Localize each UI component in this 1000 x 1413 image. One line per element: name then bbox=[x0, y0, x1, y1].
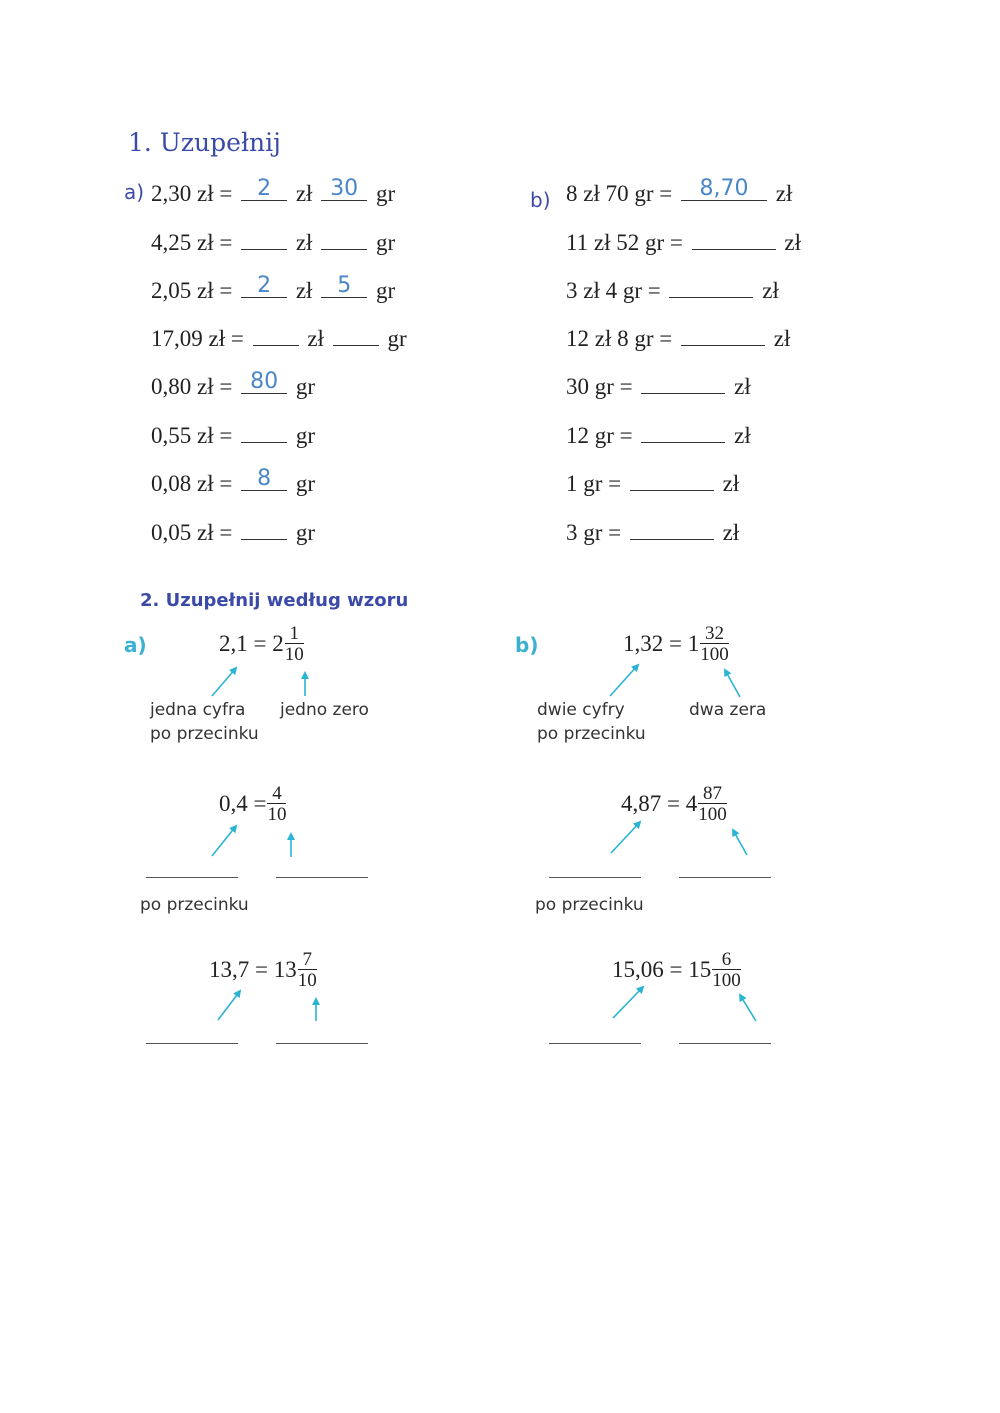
equation-lhs: 13,7 = 13 bbox=[209, 957, 297, 982]
part-a-label: a) bbox=[124, 180, 145, 204]
part-b-label: b) bbox=[530, 188, 551, 212]
denominator: 100 bbox=[698, 804, 727, 825]
amount-label: 1 gr = bbox=[566, 471, 627, 496]
denominator: 10 bbox=[284, 644, 304, 665]
equation-lhs: 15,06 = 15 bbox=[612, 957, 712, 982]
amount-label: 2,30 zł = bbox=[151, 181, 239, 206]
answer-value: 8,70 bbox=[699, 176, 749, 201]
unit-label: zł bbox=[290, 181, 319, 206]
arrow-icon bbox=[212, 826, 236, 856]
arrow-icon bbox=[733, 830, 747, 855]
unit-label: zł bbox=[728, 423, 751, 448]
arrow-icon bbox=[610, 665, 638, 696]
note-digits-after-comma: jedna cyfra po przecinku bbox=[150, 700, 259, 744]
denominator: 100 bbox=[712, 970, 741, 991]
equation-lhs: 1,32 = 1 bbox=[623, 631, 700, 656]
answer-value: 80 bbox=[250, 369, 279, 394]
note-after-comma: po przecinku bbox=[140, 895, 249, 915]
note-zeros: dwa zera bbox=[689, 700, 767, 720]
unit-label: zł bbox=[301, 326, 330, 351]
amount-label: 30 gr = bbox=[566, 374, 639, 399]
amount-label: 11 zł 52 gr = bbox=[566, 230, 689, 255]
amount-label: 4,25 zł = bbox=[151, 230, 239, 255]
denominator: 100 bbox=[700, 644, 729, 665]
numerator: 6 bbox=[721, 949, 732, 970]
note-after-comma: po przecinku bbox=[535, 895, 644, 915]
amount-label: 2,05 zł = bbox=[151, 278, 239, 303]
unit-label: zł bbox=[716, 520, 740, 545]
arrow-icon bbox=[725, 670, 740, 697]
amount-label: 12 zł 8 gr = bbox=[566, 326, 678, 351]
amount-label: 3 zł 4 gr = bbox=[566, 278, 667, 303]
equation-lhs: 2,1 = 2 bbox=[219, 631, 284, 656]
numerator: 87 bbox=[702, 783, 722, 804]
answer-value: 5 bbox=[337, 273, 352, 298]
unit-label: gr bbox=[290, 471, 315, 496]
answer-value: 30 bbox=[330, 176, 359, 201]
numerator: 32 bbox=[704, 623, 724, 644]
unit-label: zł bbox=[778, 230, 801, 255]
amount-label: 0,80 zł = bbox=[151, 374, 239, 399]
unit-label: gr bbox=[290, 423, 315, 448]
amount-label: 0,55 zł = bbox=[151, 423, 239, 448]
amount-label: 3 gr = bbox=[566, 520, 627, 545]
unit-label: zł bbox=[290, 230, 319, 255]
arrow-icon bbox=[212, 668, 236, 696]
unit-label: gr bbox=[370, 230, 396, 255]
unit-label: zł bbox=[767, 326, 791, 351]
unit-label: zł bbox=[716, 471, 740, 496]
unit-label: zł bbox=[290, 278, 319, 303]
unit-label: zł bbox=[728, 374, 751, 399]
equation-lhs: 0,4 = bbox=[219, 791, 267, 816]
equation-lhs: 4,87 = 4 bbox=[621, 791, 698, 816]
numerator: 1 bbox=[289, 623, 299, 644]
unit-label: zł bbox=[769, 181, 793, 206]
arrow-icon bbox=[613, 987, 643, 1018]
answer-value: 2 bbox=[257, 273, 272, 298]
unit-label: gr bbox=[290, 520, 315, 545]
note-zeros: jedno zero bbox=[280, 700, 369, 720]
part-2b-label: b) bbox=[515, 633, 539, 657]
answer-value: 8 bbox=[257, 466, 272, 491]
part-2a-label: a) bbox=[124, 633, 147, 657]
amount-label: 0,05 zł = bbox=[151, 520, 239, 545]
numerator: 7 bbox=[302, 949, 312, 970]
arrow-icon bbox=[611, 822, 640, 853]
unit-label: gr bbox=[290, 374, 315, 399]
numerator: 4 bbox=[272, 783, 282, 804]
exercise-2-title: 2. Uzupełnij według wzoru bbox=[140, 590, 409, 611]
amount-label: 12 gr = bbox=[566, 423, 639, 448]
amount-label: 17,09 zł = bbox=[151, 326, 250, 351]
amount-label: 8 zł 70 gr = bbox=[566, 181, 678, 206]
amount-label: 0,08 zł = bbox=[151, 471, 239, 496]
unit-label: gr bbox=[370, 278, 396, 303]
unit-label: gr bbox=[381, 326, 407, 351]
arrow-icon bbox=[218, 991, 240, 1020]
unit-label: zł bbox=[756, 278, 779, 303]
arrow-icon bbox=[740, 995, 756, 1021]
unit-label: gr bbox=[370, 181, 396, 206]
denominator: 10 bbox=[297, 970, 317, 991]
denominator: 10 bbox=[267, 804, 287, 825]
answer-value: 2 bbox=[257, 176, 272, 201]
note-digits-after-comma: dwie cyfry po przecinku bbox=[537, 700, 646, 744]
exercise-1-title: 1. Uzupełnij bbox=[128, 128, 281, 157]
